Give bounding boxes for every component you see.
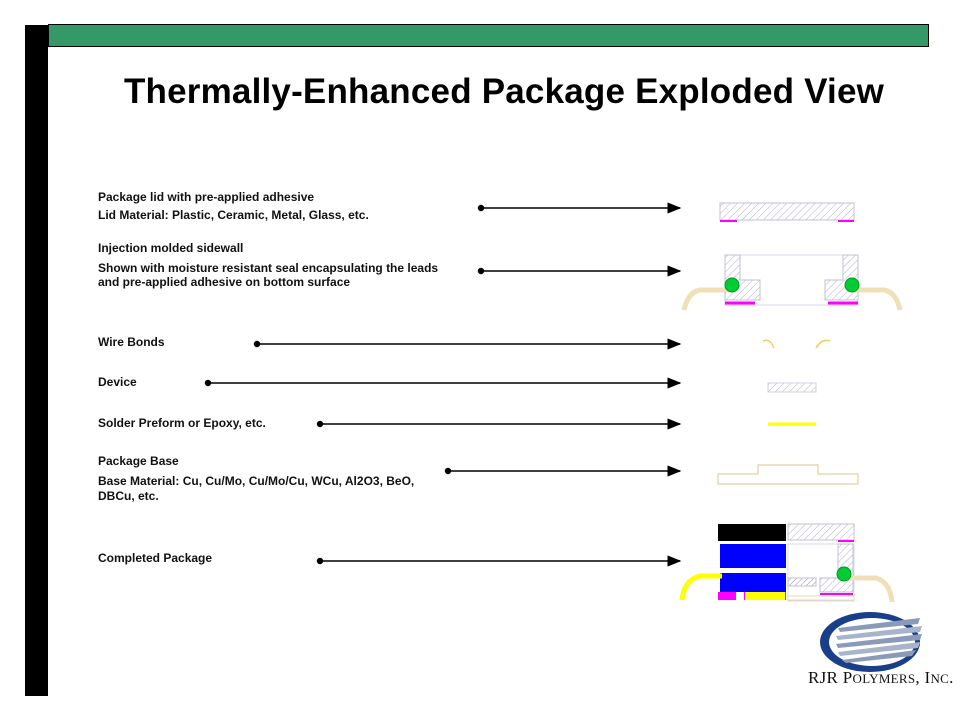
sidewall-label: Injection molded sidewall [98, 241, 244, 255]
completed-label: Completed Package [98, 551, 213, 565]
lid-label: Package lid with pre-applied adhesive [98, 190, 315, 204]
sidewall-description: Shown with moisture resistant seal encapsulating the leads and pre-applied adhesive on bottom surface [98, 261, 439, 289]
base-label: Package Base [98, 454, 179, 468]
sidewall-drawing [684, 255, 900, 310]
wire-bonds-drawing [763, 340, 830, 348]
base-drawing [718, 465, 858, 484]
base-material-label: Base Material: Cu, Cu/Mo, Cu/Mo/Cu, WCu, Al2O3, BeO, DBCu, etc. [98, 474, 415, 503]
wire-bonds-label: Wire Bonds [98, 335, 165, 349]
company-logo-mark [820, 612, 922, 672]
completed-package-drawing [682, 524, 892, 602]
solder-label: Solder Preform or Epoxy, etc. [98, 416, 266, 430]
company-logo-text: RJR POLYMERS, INC. [808, 668, 954, 687]
device-label: Device [98, 375, 137, 389]
lid-drawing [720, 203, 854, 221]
slide-title: Thermally-Enhanced Package Exploded View [123, 72, 885, 111]
device-drawing [768, 383, 816, 392]
lid-material-label: Lid Material: Plastic, Ceramic, Metal, Glass, etc. [98, 208, 369, 222]
